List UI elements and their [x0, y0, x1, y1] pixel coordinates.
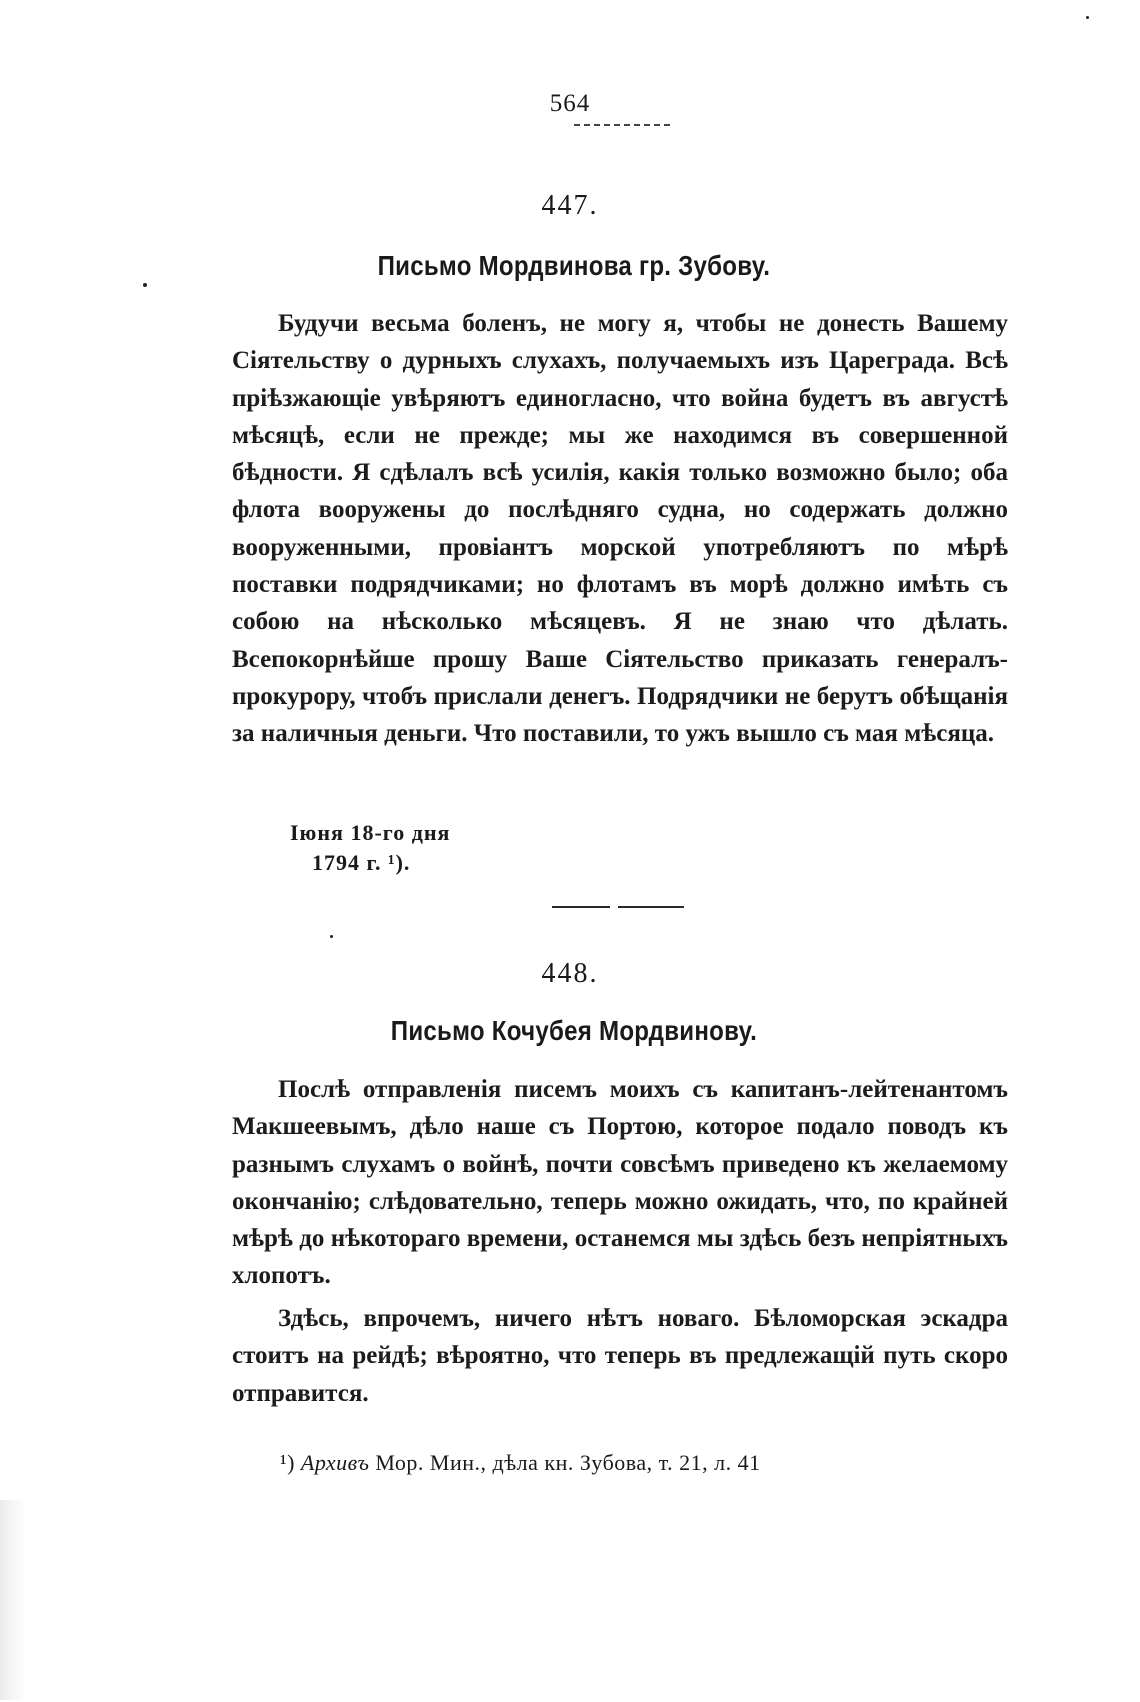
scan-edge-shadow: [0, 1500, 26, 1700]
document-title: Письмо Кочубея Мордвинову.: [390, 1015, 758, 1046]
footnote-marker: ¹): [280, 1450, 295, 1475]
document-number: 447.: [541, 190, 599, 221]
page-number-rule: [574, 124, 670, 126]
letter-date: Іюня 18-го дня: [290, 820, 451, 845]
section-separator: [618, 906, 684, 908]
letter-paragraph: Послѣ отправленія писемъ моихъ съ капитанъ-лейтенантомъ Макшеевымъ, дѣло наше съ Портою, которое подало поводъ къ разнымъ слухамъ о войнѣ, почти совсѣмъ приведено къ желаемому окончанію; слѣдовательно, теперь можно ожидать, что, по крайней мѣрѣ до нѣкотораго времени, останемся мы здѣсь безъ непріятныхъ хлопотъ.: [232, 1076, 1008, 1290]
section-separator: [552, 906, 610, 908]
scan-speck: [1086, 16, 1089, 19]
scan-speck: [330, 935, 333, 938]
letter-year: 1794 г. ¹).: [312, 850, 411, 875]
footnote-source: Архивъ: [300, 1450, 370, 1475]
letter-paragraph: Будучи весьма боленъ, не могу я, чтобы не донесть Вашему Сіятельству о дурныхъ слухахъ, получаемыхъ изъ Цареграда. Всѣ пріѣзжающіе увѣряютъ единогласно, что война будетъ въ августѣ мѣсяцѣ, если не прежде; мы же находимся въ совершенной бѣдности. Я сдѣлалъ всѣ усилія, какія только возможно было; оба флота вооружены до послѣдняго судна, но содержать должно вооруженными, провіантъ морской употребляютъ по мѣрѣ поставки подрядчиками; но флотамъ въ морѣ должно имѣть съ собою на нѣсколько мѣсяцевъ. Я не знаю что дѣлать. Всепокорнѣйше прошу Ваше Сіятельство приказать генералъ-прокурору, чтобъ прислали денегъ. Подрядчики не берутъ обѣщанія за наличныя деньги. Что поставили, то ужъ вышло съ мая мѣсяца.: [232, 310, 1008, 748]
document-title: Письмо Мордвинова гр. Зубову.: [377, 250, 771, 281]
page-number: 564: [549, 90, 591, 117]
document-number: 448.: [541, 958, 599, 989]
footnote: [280, 1450, 761, 1476]
letter-paragraph: Здѣсь, впрочемъ, ничего нѣтъ новаго. Бѣломорская эскадра стоитъ на рейдѣ; вѣроятно, что теперь въ предлежащій путь скоро отправится.: [232, 1305, 1008, 1407]
footnote-text: Мор. Мин., дѣла кн. Зубова, т. 21, л. 41: [375, 1450, 761, 1475]
scan-speck: [143, 283, 147, 287]
